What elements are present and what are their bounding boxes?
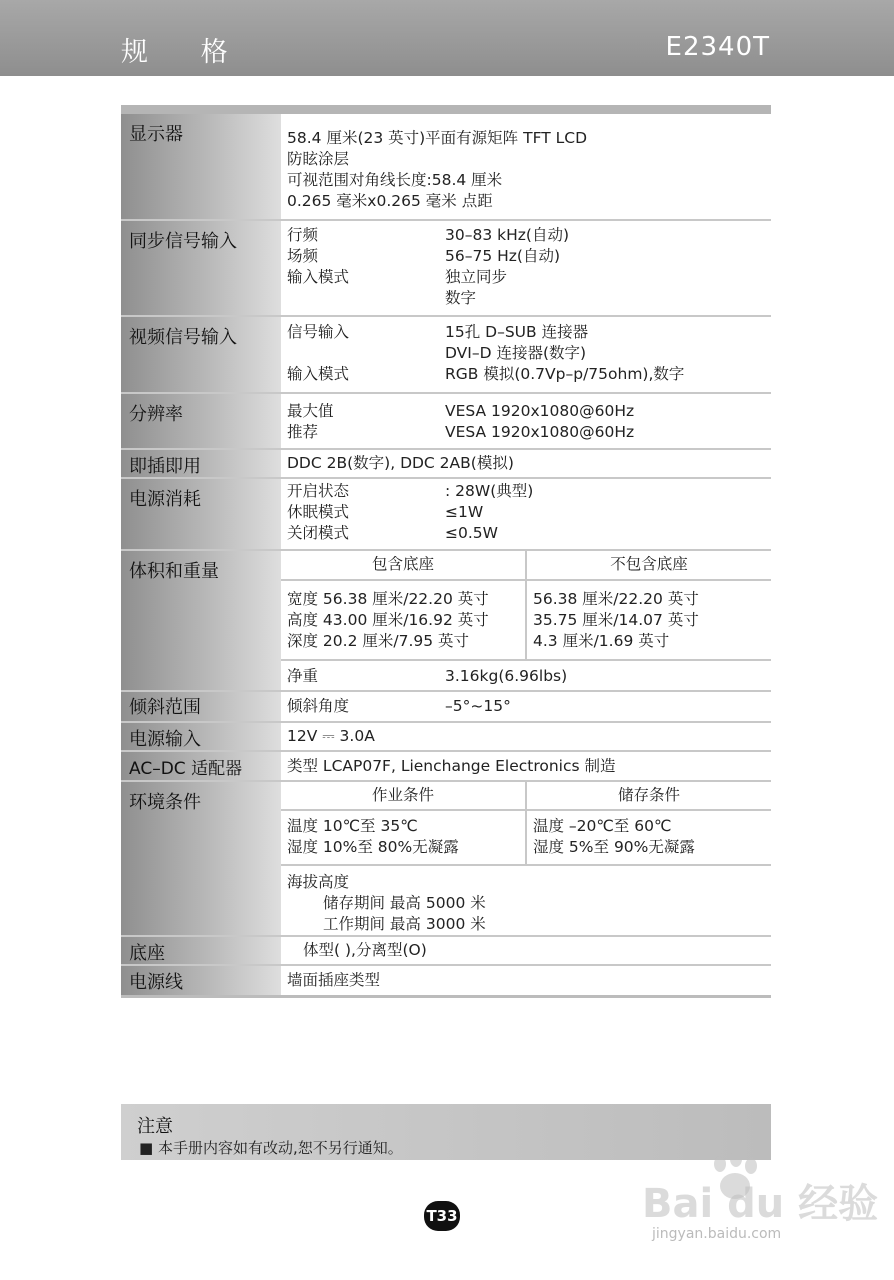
row-power <box>121 479 771 551</box>
value-line: 深度 20.2 厘米/7.95 英寸 <box>287 632 470 650</box>
row-label: AC–DC 适配器 <box>121 752 281 780</box>
row-value <box>281 114 771 219</box>
spec-table <box>121 105 771 998</box>
row-value <box>281 221 771 315</box>
operating-cell <box>281 811 525 864</box>
row-dimensions <box>121 551 771 692</box>
model-name: E2340T <box>665 32 770 62</box>
value-line: 0.265 毫米x0.265 毫米 点距 <box>287 192 493 210</box>
dimension-values <box>281 581 771 661</box>
row-power-input <box>121 723 771 752</box>
row-value <box>281 479 771 549</box>
row-label: 体积和重量 <box>121 551 281 690</box>
value-line: 最大值 VESA 1920x1080@60Hz <box>287 402 635 420</box>
note-box <box>121 1104 771 1160</box>
row-adapter <box>121 752 771 782</box>
value-line: 输入模式 独立同步 <box>287 268 508 286</box>
value-line: 可视范围对角线长度:58.4 厘米 <box>287 171 503 189</box>
row-value: 倾斜角度 –5°~15° <box>287 697 511 715</box>
value-line: 休眠模式 ≤1W <box>287 503 484 521</box>
value-line: 4.3 厘米/1.69 英寸 <box>533 632 670 650</box>
row-label: 倾斜范围 <box>121 692 281 721</box>
value-line: 信号输入 15孔 D–SUB 连接器 <box>287 323 589 341</box>
row-label: 底座 <box>121 937 281 964</box>
note-body: ■ 本手册内容如有改动,恕不另行通知。 <box>139 1139 403 1157</box>
row-label: 视频信号输入 <box>121 317 281 392</box>
value-line: 数字 <box>445 289 477 307</box>
value-line: 56.38 厘米/22.20 英寸 <box>533 590 699 608</box>
row-power-cord <box>121 966 771 998</box>
row-value <box>281 782 771 935</box>
row-resolution <box>121 394 771 450</box>
storage-cell <box>525 811 771 864</box>
value-line: 宽度 56.38 厘米/22.20 英寸 <box>287 590 489 608</box>
value-line: 温度 –20℃至 60℃ <box>533 817 672 835</box>
value-line: DVI–D 连接器(数字) <box>445 344 587 362</box>
value-line: 开启状态 : 28W(典型) <box>287 482 534 500</box>
row-value: 墙面插座类型 <box>287 971 381 989</box>
value-line: 场频 56–75 Hz(自动) <box>287 247 561 265</box>
row-label: 电源消耗 <box>121 479 281 549</box>
row-value: 12V ⎓ 3.0A <box>287 727 375 745</box>
row-label: 即插即用 <box>121 450 281 477</box>
row-display <box>121 114 771 221</box>
column-header: 包含底座 <box>371 555 434 573</box>
row-value <box>281 394 771 448</box>
altitude-block <box>281 866 771 935</box>
watermark-brand: Bai du 经验 <box>642 1181 879 1227</box>
column-header: 储存条件 <box>525 782 771 809</box>
row-tilt <box>121 692 771 723</box>
row-value: 体型( ),分离型(O) <box>303 941 427 959</box>
row-video <box>121 317 771 394</box>
row-stand <box>121 937 771 966</box>
value-line: 行频 30–83 kHz(自动) <box>287 226 569 244</box>
with-stand-cell <box>281 581 525 659</box>
value-line: 湿度 10%至 80%无凝露 <box>287 838 459 856</box>
row-label: 同步信号输入 <box>121 221 281 315</box>
row-environment <box>121 782 771 937</box>
row-value: DDC 2B(数字), DDC 2AB(模拟) <box>287 454 514 472</box>
value-line: 湿度 5%至 90%无凝露 <box>533 838 695 856</box>
environment-values <box>281 811 771 866</box>
row-value: 类型 LCAP07F, Lienchange Electronics 制造 <box>287 757 616 775</box>
note-title: 注意 <box>137 1116 173 1137</box>
row-plug-and-play <box>121 450 771 479</box>
row-label: 电源输入 <box>121 723 281 750</box>
value-line: 工作期间 最高 3000 米 <box>323 915 486 933</box>
row-label: 环境条件 <box>121 782 281 935</box>
row-label: 电源线 <box>121 966 281 995</box>
without-stand-cell <box>525 581 771 659</box>
table-top-bar <box>121 105 771 114</box>
column-header: 作业条件 <box>371 786 434 804</box>
value-line: 储存期间 最高 5000 米 <box>323 894 486 912</box>
page-number: T33 <box>424 1201 460 1231</box>
dimension-header <box>281 551 771 581</box>
value-line: 高度 43.00 厘米/16.92 英寸 <box>287 611 489 629</box>
watermark-url: jingyan.baidu.com <box>652 1226 782 1242</box>
value-line: 关闭模式 ≤0.5W <box>287 524 498 542</box>
page-header <box>0 0 894 76</box>
environment-header <box>281 782 771 811</box>
row-label: 分辨率 <box>121 394 281 448</box>
value-line: 防眩涂层 <box>287 150 350 168</box>
row-value <box>281 551 771 690</box>
value-line: 海拔高度 <box>287 873 350 891</box>
value-line: 输入模式 RGB 模拟(0.7Vp–p/75ohm),数字 <box>287 365 685 383</box>
column-header: 不包含底座 <box>525 551 771 579</box>
row-label: 显示器 <box>121 114 281 219</box>
value-line: 温度 10℃至 35℃ <box>287 817 418 835</box>
section-title: 规 格 <box>121 37 250 68</box>
value-line: 35.75 厘米/14.07 英寸 <box>533 611 699 629</box>
row-sync <box>121 221 771 317</box>
value-line: 58.4 厘米(23 英寸)平面有源矩阵 TFT LCD <box>287 129 588 147</box>
value-line: 推荐 VESA 1920x1080@60Hz <box>287 423 635 441</box>
row-value <box>281 317 771 392</box>
weight-line: 净重 3.16kg(6.96lbs) <box>287 667 568 685</box>
